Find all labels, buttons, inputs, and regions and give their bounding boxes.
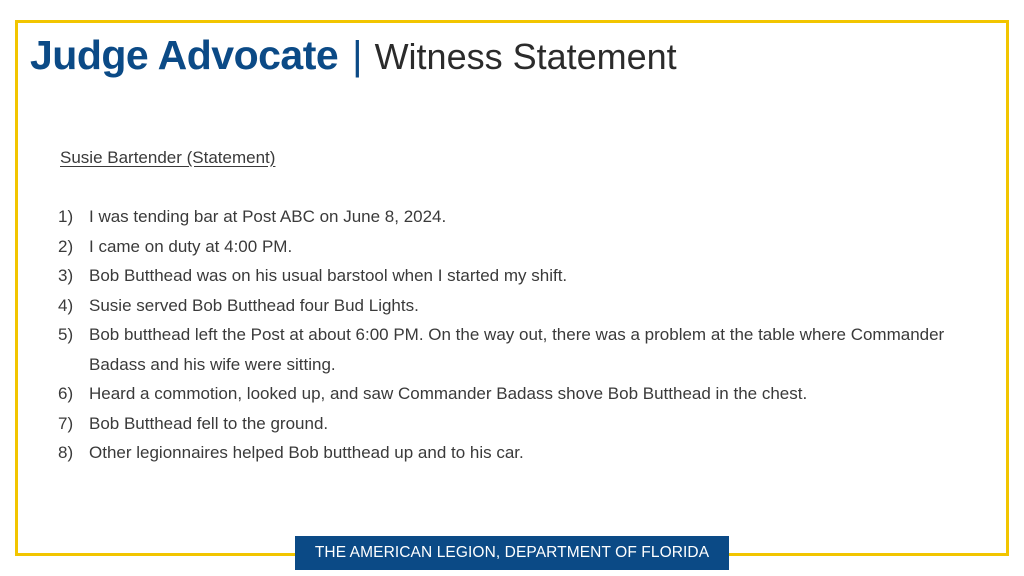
list-item [58,379,958,409]
item-number: 3) [58,266,74,285]
title-separator: | [352,34,363,78]
item-number: 4) [58,295,74,315]
title-main: Judge Advocate [30,32,339,78]
item-number: 6) [58,384,74,403]
footer-text: THE AMERICAN LEGION, DEPARTMENT OF FLORIDA [314,544,710,561]
statement-list [58,202,958,468]
item-number: 1) [58,207,74,226]
list-item [58,261,958,291]
item-text: Heard a commotion, looked up, and saw Commander Badass shove Bob Butthead in the chest. [89,384,808,403]
list-item [58,409,958,439]
title-subtitle: Witness Statement [374,36,677,77]
item-number: 5) [58,325,74,344]
item-text: Bob butthead left the Post at about 6:00 PM. On the way out, there was a problem at the table where Commander Badass and his wife were sitting. [89,325,945,374]
item-text: I was tending bar at Post ABC on June 8, 2024. [89,207,447,226]
item-number: 8) [58,443,74,462]
list-item [58,320,958,379]
list-item [58,202,958,232]
list-item [58,232,958,262]
item-text: Susie served Bob Butthead four Bud Lights. [89,295,419,315]
item-number: 2) [58,236,74,256]
item-text: Bob Butthead fell to the ground. [89,413,329,433]
item-number: 7) [58,413,74,433]
item-text: Other legionnaires helped Bob butthead up and to his car. [89,443,524,462]
footer-banner [295,536,729,570]
item-text: Bob Butthead was on his usual barstool when I started my shift. [89,266,568,285]
list-item [58,291,958,321]
statement-heading: Susie Bartender (Statement) [60,148,276,167]
slide-title [30,32,677,88]
list-item [58,438,958,468]
item-text: I came on duty at 4:00 PM. [89,236,293,256]
